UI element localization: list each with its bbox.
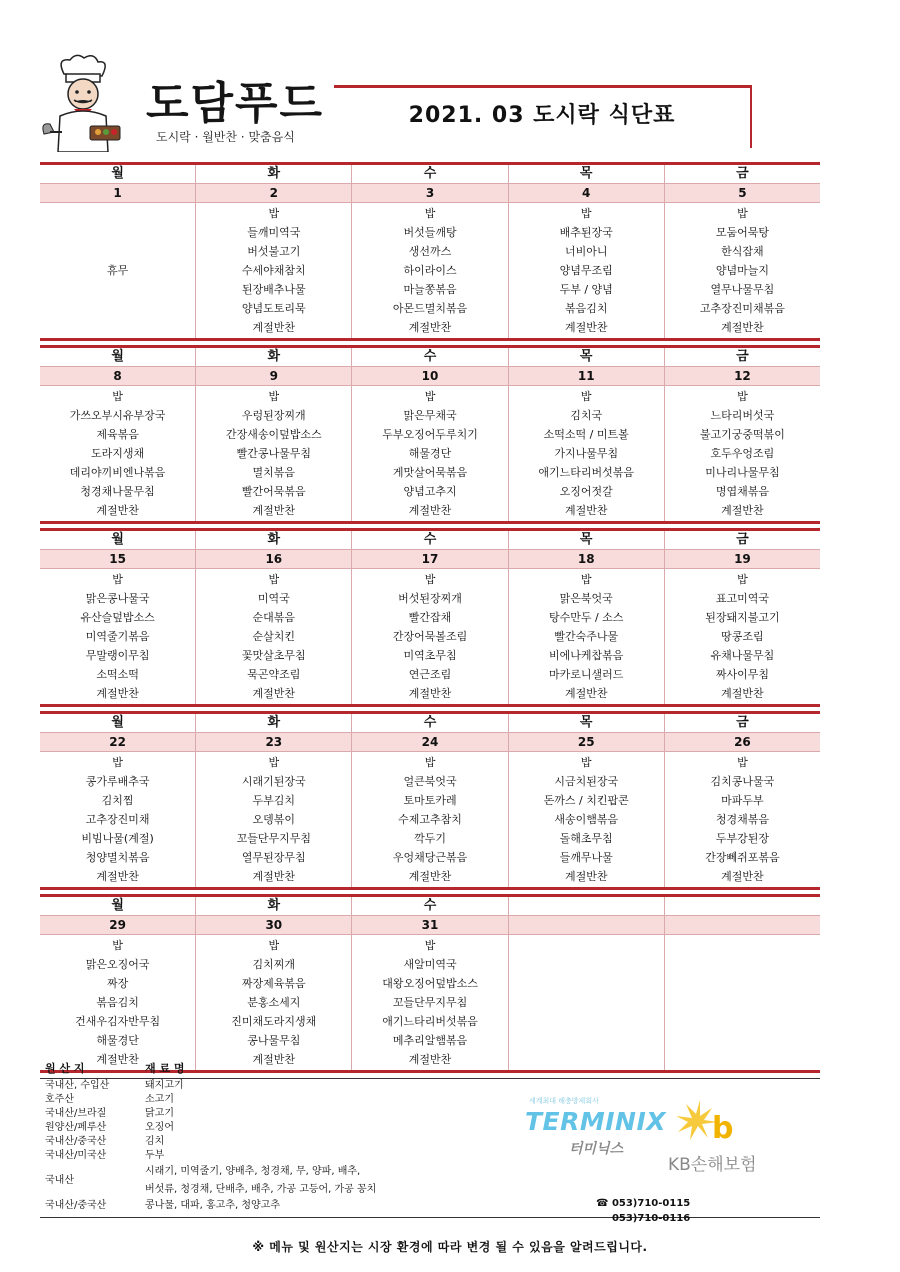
menu-item: 생선까스 (408, 245, 452, 258)
origin-source: 국내산/미국산 (45, 1150, 107, 1161)
menu-cell (196, 935, 352, 1070)
menu-item: 가쓰오부시유부장국 (69, 409, 166, 422)
menu-item: 들깨무나물 (559, 851, 613, 864)
menu-cell (665, 203, 820, 338)
date-row (40, 366, 820, 386)
menu-item: 밥 (737, 390, 748, 403)
menu-row (40, 752, 820, 887)
phone-block (596, 1196, 690, 1226)
origin-ingredient-line: 시래기, 미역줄기, 양배추, 청경채, 무, 양파, 배추, (145, 1166, 361, 1177)
menu-item: 양념고추지 (403, 485, 457, 498)
date-cell: 18 (509, 550, 665, 568)
menu-item: 밥 (580, 756, 592, 769)
origin-ingredient-line: 오징어 (145, 1122, 174, 1133)
menu-item: 순대볶음 (252, 611, 296, 624)
menu-item: 오징어젓갈 (559, 485, 613, 498)
date-cell: 22 (40, 733, 196, 751)
menu-table (40, 162, 820, 1077)
menu-item: 밥 (268, 390, 280, 403)
kb-text: KB손해보험 (668, 1155, 757, 1175)
weekday-cell: 수 (352, 897, 508, 915)
menu-cell (352, 203, 508, 338)
menu-item: 대왕오징어덮밥소스 (382, 977, 478, 990)
title-box (334, 85, 752, 148)
date-row (40, 549, 820, 569)
menu-cell (40, 386, 196, 521)
menu-item: 밥 (112, 939, 123, 952)
menu-item: 계절반찬 (252, 870, 296, 883)
date-cell: 2 (196, 184, 352, 202)
menu-item: 계절반찬 (721, 870, 764, 883)
date-cell: 29 (40, 916, 196, 934)
menu-item: 호두우엉조림 (710, 447, 775, 460)
menu-item: 두부강된장 (715, 832, 769, 845)
date-cell: 23 (196, 733, 352, 751)
menu-item: 순살치킨 (252, 630, 296, 643)
menu-item: 미역줄기볶음 (85, 630, 150, 643)
menu-item: 계절반찬 (252, 504, 296, 517)
date-cell (665, 916, 820, 934)
weekday-cell: 화 (196, 348, 352, 366)
origin-source: 국내산 (45, 1175, 74, 1186)
menu-item: 빨간콩나물무침 (236, 447, 311, 460)
menu-item: 건새우김자반무침 (75, 1015, 161, 1028)
origin-header-source: 원 산 지 (45, 1062, 85, 1075)
menu-item: 계절반찬 (96, 1053, 139, 1066)
menu-item: 김치국 (570, 409, 603, 422)
holiday-label: 휴무 (106, 264, 129, 277)
menu-item: 맑은무채국 (403, 409, 457, 422)
week-block (40, 894, 820, 1073)
menu-item: 밥 (580, 573, 592, 586)
weekday-cell: 화 (196, 714, 352, 732)
weekday-cell: 월 (40, 897, 196, 915)
menu-item: 연근조림 (408, 668, 452, 681)
menu-item: 밥 (424, 390, 436, 403)
menu-item: 빨간숙주나물 (554, 630, 619, 643)
menu-item: 아몬드멸치볶음 (392, 302, 468, 315)
menu-item: 우엉채당근볶음 (392, 851, 468, 864)
date-cell: 1 (40, 184, 196, 202)
menu-cell (196, 203, 352, 338)
logo-tagline: 도시락 · 월반찬 · 맞춤음식 (156, 130, 295, 144)
menu-item: 땅콩조림 (721, 630, 764, 643)
weekday-cell (509, 897, 665, 915)
menu-item: 맑은콩나물국 (85, 592, 150, 605)
menu-item: 표고미역국 (715, 592, 769, 605)
origin-ingredient (145, 1199, 820, 1213)
menu-item: 간장새송이덮밥소스 (225, 428, 322, 441)
weekday-row (40, 165, 820, 183)
date-row (40, 183, 820, 203)
svg-text:b: b (712, 1111, 734, 1144)
menu-cell (665, 386, 820, 521)
phone-1: ☎ 053)710-0115 (596, 1198, 691, 1209)
weekday-row (40, 531, 820, 549)
origin-ingredient-line: 돼지고기 (145, 1080, 184, 1091)
menu-item: 새송이햄볶음 (554, 813, 619, 826)
menu-item: 꽃맛살초무침 (241, 649, 306, 662)
week-block (40, 528, 820, 707)
weekday-cell: 금 (736, 715, 749, 730)
menu-item: 새알미역국 (403, 958, 457, 971)
date-cell: 12 (734, 369, 751, 383)
date-cell: 24 (352, 733, 508, 751)
origin-ingredient-line: 김치 (145, 1136, 165, 1147)
menu-item: 시래기된장국 (241, 775, 306, 788)
menu-item: 열무된장무침 (241, 851, 306, 864)
menu-item: 계절반찬 (721, 321, 764, 334)
menu-item: 빨간잡채 (408, 611, 452, 624)
menu-item: 청경채나물무침 (80, 485, 155, 498)
origin-row (40, 1199, 820, 1213)
date-cell: 3 (352, 184, 508, 202)
menu-item: 데리야끼비엔나볶음 (69, 466, 166, 479)
menu-item: 메추리알햄볶음 (392, 1034, 468, 1047)
menu-item: 고추장진미채볶음 (699, 302, 785, 315)
menu-item: 빨간어묵볶음 (241, 485, 306, 498)
menu-cell (509, 203, 665, 338)
menu-item: 깍두기 (414, 832, 446, 845)
menu-item: 마늘쫑볶음 (403, 283, 457, 296)
menu-cell (40, 935, 196, 1070)
menu-cell (196, 386, 352, 521)
menu-cell (352, 569, 508, 704)
weekday-cell: 목 (509, 714, 665, 732)
menu-item: 너비아니 (564, 245, 608, 258)
menu-item: 마파두부 (721, 794, 764, 807)
menu-item: 밥 (268, 573, 280, 586)
menu-item: 볶음김치 (96, 996, 139, 1009)
menu-item: 애기느타리버섯볶음 (382, 1015, 478, 1028)
chef-mascot-icon (36, 52, 126, 152)
menu-item: 명엽채볶음 (715, 485, 769, 498)
menu-item: 버섯된장찌개 (398, 592, 462, 605)
menu-item: 제육볶음 (96, 428, 139, 441)
date-row (40, 732, 820, 752)
menu-item: 시금치된장국 (554, 775, 619, 788)
origin-ingredient (145, 1079, 820, 1093)
weekday-cell: 금 (736, 166, 749, 181)
weekday-cell: 금 (736, 532, 749, 547)
menu-item: 열무나물무침 (710, 283, 775, 296)
weekday-cell: 월 (40, 348, 196, 366)
origin-source: 국내산/중국산 (45, 1136, 107, 1147)
menu-item: 밥 (424, 939, 436, 952)
menu-cell (352, 752, 508, 887)
date-cell: 17 (352, 550, 508, 568)
menu-cell (40, 752, 196, 887)
menu-item: 콩나물무침 (247, 1034, 301, 1047)
menu-row (40, 203, 820, 338)
menu-item: 계절반찬 (252, 1053, 296, 1066)
menu-item: 꼬들단무지무침 (236, 832, 311, 845)
weekday-row (40, 714, 820, 732)
origin-ingredient-line: 두부 (145, 1150, 165, 1161)
menu-item: 해물경단 (408, 447, 452, 460)
menu-item: 된장배추나물 (241, 283, 306, 296)
menu-item: 밥 (112, 756, 123, 769)
weekday-cell: 월 (40, 165, 196, 183)
menu-item: 계절반찬 (252, 321, 296, 334)
menu-item: 양념마늘지 (715, 264, 769, 277)
date-cell: 4 (509, 184, 665, 202)
weekday-cell: 목 (509, 531, 665, 549)
weekday-cell: 화 (196, 531, 352, 549)
week-block (40, 162, 820, 341)
menu-item: 된장돼지불고기 (705, 611, 780, 624)
menu-item: 계절반찬 (408, 687, 452, 700)
menu-item: 불고기궁중떡볶이 (699, 428, 785, 441)
menu-item: 콩가루배추국 (85, 775, 150, 788)
menu-item: 미역초무침 (403, 649, 457, 662)
menu-item: 밥 (424, 573, 436, 586)
menu-item: 밥 (737, 756, 748, 769)
menu-item: 밥 (424, 207, 436, 220)
menu-cell (40, 569, 196, 704)
menu-item: 소떡소떡 (96, 668, 139, 681)
menu-item: 청양멸치볶음 (85, 851, 150, 864)
origin-source: 국내산/중국산 (45, 1200, 107, 1211)
menu-item: 모둠어묵탕 (715, 226, 769, 239)
menu-item: 간장어묵볼조림 (392, 630, 468, 643)
menu-item: 고추장진미채 (85, 813, 150, 826)
date-row (40, 915, 820, 935)
terminix-logo (525, 1096, 666, 1158)
menu-cell (352, 935, 508, 1070)
menu-item: 오뎅볶이 (252, 813, 296, 826)
weekday-row (40, 897, 820, 915)
menu-item: 양념도토리묵 (241, 302, 306, 315)
menu-item: 버섯들깨탕 (403, 226, 457, 239)
menu-item: 버섯불고기 (247, 245, 301, 258)
menu-item: 계절반찬 (408, 504, 452, 517)
origin-source: 국내산, 수입산 (45, 1080, 110, 1091)
weekday-row (40, 348, 820, 366)
menu-cell (509, 935, 665, 1070)
menu-item: 비에나케찹볶음 (549, 649, 624, 662)
menu-item: 얼큰북엇국 (403, 775, 457, 788)
menu-item: 두부 / 양념 (559, 283, 613, 296)
menu-item: 짜사이무침 (715, 668, 769, 681)
menu-cell (196, 752, 352, 887)
menu-item: 돈까스 / 치킨팝콘 (543, 794, 629, 807)
menu-item: 밥 (424, 756, 436, 769)
page-title: 2021. 03 도시락 식단표 (408, 103, 676, 128)
date-cell: 8 (40, 367, 196, 385)
date-cell (509, 916, 665, 934)
menu-item: 묵곤약조림 (247, 668, 301, 681)
menu-item: 우렁된장찌개 (241, 409, 306, 422)
menu-item: 계절반찬 (564, 687, 608, 700)
date-cell: 19 (734, 552, 751, 566)
menu-item: 탕수만두 / 소스 (548, 611, 624, 624)
menu-item: 토마토카레 (403, 794, 457, 807)
kb-star-icon (668, 1098, 748, 1144)
origin-ingredient-line: 콩나물, 대파, 홍고추, 청양고추 (145, 1200, 280, 1211)
menu-item: 유채나물무침 (710, 649, 775, 662)
menu-item: 김치찌개 (252, 958, 296, 971)
menu-item: 가지나물무침 (554, 447, 619, 460)
menu-item: 김치콩나물국 (710, 775, 775, 788)
menu-item: 게맛살어묵볶음 (392, 466, 468, 479)
menu-cell (509, 386, 665, 521)
menu-item: 맑은북엇국 (559, 592, 613, 605)
menu-item: 돌해초무침 (559, 832, 613, 845)
date-cell: 25 (509, 733, 665, 751)
menu-item: 밥 (268, 207, 280, 220)
menu-item: 맑은오징어국 (85, 958, 150, 971)
menu-item: 계절반찬 (96, 687, 139, 700)
menu-item: 하이라이스 (403, 264, 457, 277)
date-cell: 15 (40, 550, 196, 568)
menu-item: 밥 (112, 390, 123, 403)
menu-item: 유산슬덮밥소스 (80, 611, 155, 624)
menu-cell (352, 386, 508, 521)
weekday-cell (665, 897, 820, 915)
origin-source: 원양산/페루산 (45, 1122, 107, 1133)
origin-bottom-rule (40, 1217, 820, 1218)
menu-cell (196, 569, 352, 704)
menu-item: 소떡소떡 / 미트볼 (543, 428, 629, 441)
weekday-cell: 월 (40, 531, 196, 549)
menu-item: 느타리버섯국 (710, 409, 775, 422)
menu-item: 계절반찬 (721, 504, 764, 517)
menu-item: 수세야채참치 (241, 264, 306, 277)
menu-item: 계절반찬 (408, 1053, 452, 1066)
menu-item: 계절반찬 (721, 687, 764, 700)
weekday-cell: 목 (509, 348, 665, 366)
origin-source: 국내산/브라질 (45, 1108, 107, 1119)
weekday-cell: 화 (196, 897, 352, 915)
kb-logo (668, 1098, 757, 1175)
terminix-en-text: TERMINIX (525, 1107, 667, 1136)
menu-item: 두부김치 (252, 794, 296, 807)
menu-item: 무말랭이무침 (85, 649, 150, 662)
menu-item: 꼬들단무지무침 (392, 996, 468, 1009)
menu-item: 간장뻬쥐포볶음 (705, 851, 780, 864)
date-cell: 26 (734, 735, 751, 749)
menu-item: 도라지생채 (91, 447, 145, 460)
date-cell: 31 (352, 916, 508, 934)
menu-item: 청경채볶음 (715, 813, 769, 826)
weekday-cell: 화 (196, 165, 352, 183)
menu-item: 마카로니샐러드 (549, 668, 624, 681)
menu-item: 진미채도라지생채 (231, 1015, 317, 1028)
menu-item: 두부오징어두루치기 (382, 428, 478, 441)
weekday-cell: 월 (40, 714, 196, 732)
menu-item: 미역국 (257, 592, 290, 605)
menu-item: 계절반찬 (564, 321, 608, 334)
menu-item: 밥 (112, 573, 123, 586)
menu-item: 계절반찬 (564, 504, 608, 517)
menu-item: 계절반찬 (408, 870, 452, 883)
weekday-cell: 목 (509, 165, 665, 183)
menu-item: 계절반찬 (564, 870, 608, 883)
menu-item: 볶음김치 (564, 302, 608, 315)
date-cell: 11 (509, 367, 665, 385)
origin-source: 호주산 (45, 1094, 74, 1105)
menu-item: 밥 (268, 939, 280, 952)
menu-item: 김치찜 (101, 794, 134, 807)
week-block (40, 345, 820, 524)
origin-ingredient-line: 버섯류, 청경채, 단배추, 배추, 가공 고등어, 가공 꽁치 (145, 1184, 377, 1195)
origin-header-ingredient: 재 료 명 (145, 1062, 185, 1075)
menu-item: 계절반찬 (408, 321, 452, 334)
menu-item: 멸치볶음 (252, 466, 296, 479)
menu-row (40, 386, 820, 521)
weekday-cell: 수 (352, 348, 508, 366)
menu-item: 계절반찬 (252, 687, 296, 700)
header (0, 0, 900, 160)
date-cell: 5 (738, 186, 747, 200)
origin-row (40, 1079, 820, 1093)
menu-item: 들깨미역국 (247, 226, 301, 239)
menu-item: 한식잡채 (721, 245, 764, 258)
menu-item: 밥 (580, 390, 592, 403)
date-cell: 9 (196, 367, 352, 385)
menu-item: 짜장제육볶음 (241, 977, 306, 990)
menu-item: 비빔나물(계절) (81, 832, 154, 845)
week-block (40, 711, 820, 890)
menu-item: 미나리나물무침 (705, 466, 780, 479)
menu-item: 배추된장국 (559, 226, 613, 239)
menu-item: 짜장 (106, 977, 129, 990)
menu-row (40, 569, 820, 704)
menu-item: 애기느타리버섯볶음 (538, 466, 635, 479)
date-cell: 16 (196, 550, 352, 568)
weekday-cell: 수 (352, 531, 508, 549)
phone-2: 053)710-0116 (611, 1213, 691, 1224)
menu-cell (40, 203, 196, 338)
weekday-cell: 수 (352, 165, 508, 183)
origin-header (40, 1060, 820, 1079)
origin-ingredient-line: 소고기 (145, 1094, 174, 1105)
menu-cell (665, 935, 820, 1070)
menu-cell (665, 569, 820, 704)
terminix-kr-text: 터미닉스 (569, 1141, 624, 1157)
menu-item: 밥 (737, 573, 748, 586)
menu-row (40, 935, 820, 1070)
date-cell: 10 (352, 367, 508, 385)
menu-cell (665, 752, 820, 887)
terminix-small-text: 세계최대 해충방제회사 (529, 1097, 599, 1105)
date-cell: 30 (196, 916, 352, 934)
menu-item: 해물경단 (96, 1034, 139, 1047)
menu-item: 분홍소세지 (247, 996, 301, 1009)
weekday-cell: 수 (352, 714, 508, 732)
menu-cell (509, 569, 665, 704)
menu-cell (509, 752, 665, 887)
menu-item: 양념무조림 (559, 264, 613, 277)
menu-item: 계절반찬 (96, 504, 139, 517)
menu-item: 밥 (268, 756, 280, 769)
notice-text: ※ 메뉴 및 원산지는 시장 환경에 따라 변경 될 수 있음을 알려드립니다. (252, 1240, 648, 1254)
menu-item: 수제고추참치 (398, 813, 462, 826)
menu-item: 밥 (737, 207, 748, 220)
menu-item: 계절반찬 (96, 870, 139, 883)
origin-ingredient-line: 닭고기 (145, 1108, 174, 1119)
menu-item: 밥 (580, 207, 592, 220)
weekday-cell: 금 (736, 349, 749, 364)
logo-name: 도담푸드 (146, 78, 325, 129)
